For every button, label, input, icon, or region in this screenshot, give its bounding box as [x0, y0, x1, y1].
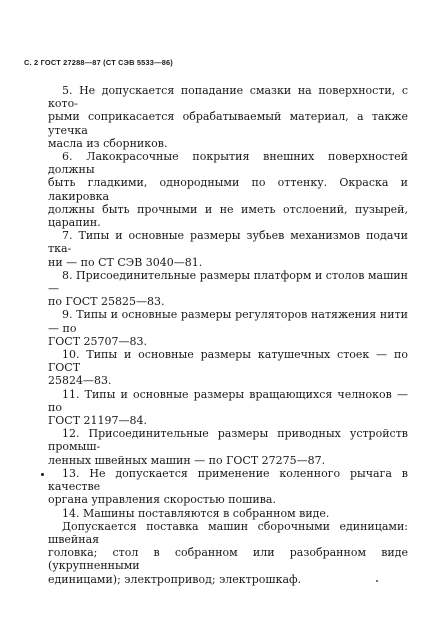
- paragraph-line: Допускается поставка машин сборочными единицами: швейная: [48, 519, 408, 546]
- paragraph-line: рыми соприкасается обрабатываемый материал, а также утечка: [48, 110, 408, 137]
- paragraph-5: [48, 84, 408, 150]
- paragraph-line: 13. Не допускается применение коленного рычага в качестве: [48, 466, 408, 494]
- paragraph-line: 7. Типы и основные размеры зубьев механизмов подачи тка-: [48, 229, 408, 256]
- paragraph-line: головка; стол в собранном или разобранном виде (укрупненными: [48, 546, 408, 573]
- paragraph-line: ГОСТ 25707—83.: [48, 334, 148, 348]
- paragraph-7: [48, 229, 408, 269]
- paragraph-8: [48, 269, 408, 309]
- paragraph-13: [48, 467, 408, 507]
- paragraph-line: быть гладкими, однородными по оттенку. Окраска и лакировка: [48, 176, 408, 203]
- paragraph-9: [48, 308, 408, 348]
- paragraph-line: ленных швейных машин — по ГОСТ 27275—87.: [48, 453, 326, 467]
- document-body: [48, 84, 408, 586]
- paragraph-line: 10. Типы и основные размеры катушечных стоек — по ГОСТ: [48, 348, 408, 375]
- paragraph-line: 6. Лакокрасочные покрытия внешних поверхностей должны: [48, 150, 408, 177]
- print-speck: [376, 580, 378, 582]
- paragraph-line: 8. Присоединительные размеры платформ и столов машин —: [48, 268, 408, 296]
- paragraph-14: [48, 507, 408, 520]
- paragraph-line: 14. Машины поставляются в собранном виде.: [62, 506, 330, 520]
- paragraph-10: [48, 348, 408, 388]
- paragraph-line: 5. Не допускается попадание смазки на поверхности, с кото-: [48, 84, 408, 111]
- paragraph-line: 9. Типы и основные размеры регуляторов натяжения нити — по: [48, 308, 408, 335]
- paragraph-6: [48, 150, 408, 229]
- paragraph-line: единицами); электропривод; электрошкаф.: [48, 572, 302, 586]
- paragraph-line: 25824—83.: [48, 374, 112, 388]
- margin-bullet-mark: [41, 473, 44, 476]
- paragraph-line: по ГОСТ 25825—83.: [48, 295, 165, 309]
- paragraph-line: масла из сборников.: [48, 136, 168, 150]
- paragraph-line: ГОСТ 21197—84.: [48, 414, 148, 428]
- paragraph-line: должны быть прочными и не иметь отслоений, пузырей, царапин.: [48, 202, 408, 230]
- paragraph-line: 11. Типы и основные размеры вращающихся челноков — по: [48, 387, 408, 414]
- paragraph-line: органа управления скоростью пошива.: [48, 493, 276, 507]
- paragraph-line: 12. Присоединительные размеры приводных устройств промыш-: [48, 427, 408, 454]
- paragraph-line: ни — по СТ СЭВ 3040—81.: [48, 255, 203, 269]
- page-header: С. 2 ГОСТ 27288—87 (СТ СЭВ 5533—86): [24, 58, 173, 67]
- paragraph-12: [48, 427, 408, 467]
- paragraph-11: [48, 388, 408, 428]
- paragraph-15: [48, 520, 408, 586]
